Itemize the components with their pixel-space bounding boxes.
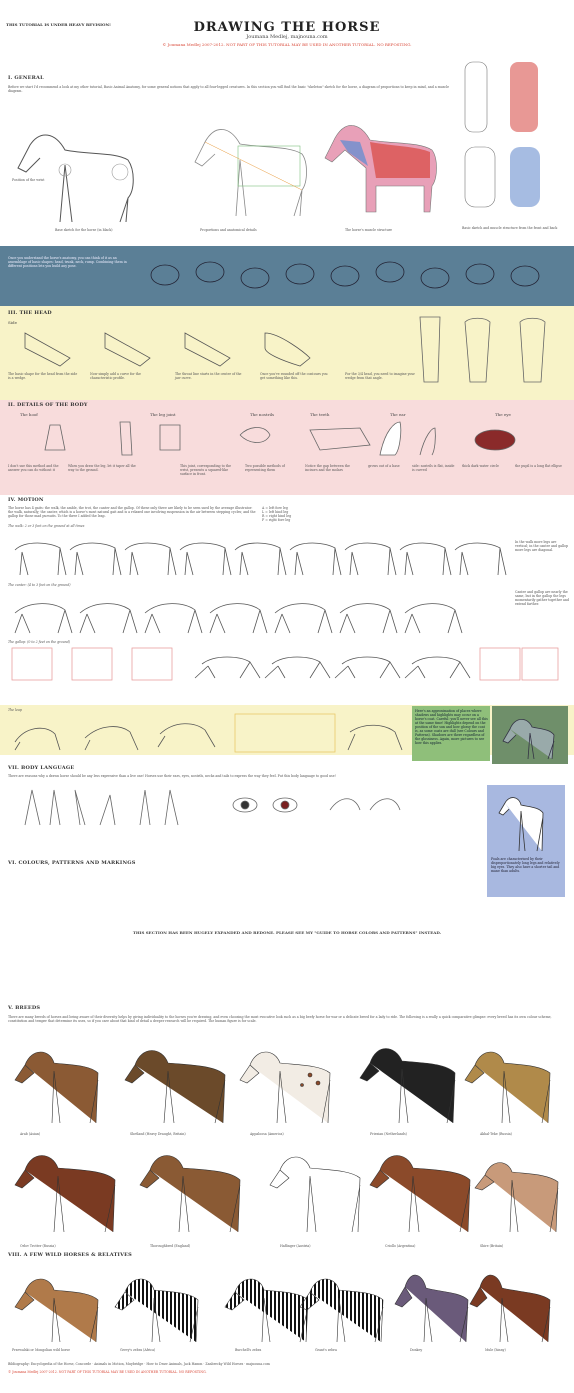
head-front-text: For the 3/4 head, you need to imagine your wedge from that angle. — [345, 372, 415, 380]
head-step-1: The basic shape for the head from the side is a wedge. — [8, 372, 78, 380]
detail-note-6: grows out of a base — [368, 464, 400, 468]
detail-leg-joint-label: The leg joint — [150, 412, 176, 417]
walk-note: In the walk more legs are vertical; in the canter and gallop more legs are diagonal. — [515, 540, 569, 552]
shaded-horse-panel — [492, 706, 568, 764]
section-breeds-heading: V. BREEDS — [8, 1005, 41, 1011]
head-steps — [20, 328, 320, 368]
pose-sketches — [140, 250, 570, 302]
foal-sketch — [497, 793, 552, 853]
section-colours-heading: VI. COLOURS, PATTERNS AND MARKINGS — [8, 860, 136, 866]
shading-note-text: Here's an approximation of places where shadows and highlights may occur on a horse's coat. Careful: you'll never see all this at the same time! Highlights depend on the position of the sun and how glossy the coat is, as some coats are dull (see Colours and Patterns). Shadows are there regardless of the glossiness. Again, more pictures to see how this applies. — [415, 709, 488, 745]
canter-note: Canter and gallop are nearly the same, but in the gallop the legs momentarily gather together and extend farther. — [515, 590, 570, 606]
wild-donkey: Donkey — [410, 1348, 423, 1352]
section-wild-heading: VIII. A FEW WILD HORSES & RELATIVES — [8, 1252, 132, 1258]
detail-note-7: side: nostrils is flat, inside is curved — [412, 464, 455, 472]
head-step-3: The throat line starts in the center of the jaw curve. — [175, 372, 242, 380]
shaded-horse — [500, 711, 560, 761]
breed-shetland: Shetland (Heavy Draught, Britain) — [130, 1132, 186, 1136]
breeds-row-1 — [10, 1035, 565, 1130]
wild-grant: Grant's zebra — [315, 1348, 337, 1352]
breed-thoroughbred: Thoroughbred (England) — [150, 1244, 191, 1248]
breeds-intro: There are many breeds of horses and being aware of their diversity helps by giving individuality to the horses you're drawing, and even choosing the most evocative look such as a big beefy horse for war or a delicate breed for a lady to ride. The following is a really a quick comparative glimpse: every breed has its own colour scheme, constitution and temper that determine its uses, so if you care about that kind of detail a deeper research will be required. The human figure is for scale. — [8, 1015, 552, 1023]
detail-note-2: When you draw the leg, let it taper all the way to the ground. — [68, 464, 136, 472]
wild-burchell: Burchell's zebra — [235, 1348, 262, 1352]
breed-akhal-teke: Akhal-Teke (Russia) — [480, 1132, 512, 1136]
breed-shire: Shire (Britain) — [480, 1244, 504, 1248]
wild-grevy: Grevy's zebra (Africa) — [120, 1348, 156, 1352]
breed-friesian: Friesian (Netherlands) — [370, 1132, 407, 1136]
canter-label: The canter: (4 to 3 feet on the ground) — [8, 583, 71, 587]
detail-eye-label: The eye — [495, 412, 511, 417]
head-step-2: Now simply add a curve for the characteristic profile. — [90, 372, 141, 380]
footer-bibliography: Bibliography: Encyclopedia of the Horse, Concorde · Animals in Motion, Muybridge · How to Draw Animals, Jack Hamm · Zanbrecky Wild Horses · majnouna.com — [8, 1362, 270, 1366]
caption-muscles: The horse's muscle structure — [345, 228, 393, 232]
breed-haflinger: Haflinger (Austria) — [280, 1244, 311, 1248]
caption-proportions: Proportions and anatomical details — [200, 228, 257, 232]
foal-note: Foals are characterised by their disproportionately long legs and relatively big eyes. They also have a shorter tail and mane than adults. — [491, 857, 560, 873]
motion-intro: The horse has 4 gaits: the walk, the amble, the trot, the canter and the gallop. Of these only three are likely to be seen used by the average illustrator: the walk, naturally; the canter, which is a horse's most natural gait and is a relaxed one involving suspension in the air between stepping cycles; and the gallop for those mad pursuits. To the three I added the leap. — [8, 506, 256, 518]
front-back-horse — [455, 52, 555, 222]
detail-hoof-label: The hoof — [20, 412, 38, 417]
breed-orlov: Orlov Trotter (Russia) — [20, 1244, 56, 1248]
poses-band-text: Once you understand the horse's anatomy, you can think of it as an assemblage of basic shapes: head, trunk, neck, rump. Combining them in different positions lets you build any pose. — [8, 256, 127, 268]
breeds-row-2 — [10, 1140, 565, 1240]
revision-notice: THIS TUTORIAL IS UNDER HEAVY REVISION! — [6, 22, 111, 27]
leap-sequence — [10, 712, 410, 754]
base-sketch-horse — [10, 110, 150, 230]
detail-teeth-label: The teeth — [310, 412, 330, 417]
header-copyright: © Joumana Medlej 2007-2012. NOT PART OF THIS TUTORIAL MAY BE USED IN ANOTHER TUTORIAL. NO REPOSTING. — [162, 42, 412, 47]
breed-criollo: Criollo (Argentina) — [385, 1244, 416, 1248]
gallop-label: The gallop: (0 to 2 feet on the ground) — [8, 640, 70, 644]
walk-label: The walk: 2 or 3 feet on the ground at all times — [8, 524, 85, 528]
foal-panel — [487, 785, 565, 897]
wild-horses-row — [10, 1262, 565, 1347]
breed-arab: Arab (Asian) — [20, 1132, 41, 1136]
motion-legend-f: F = right fore leg — [262, 518, 291, 522]
muscle-structure-horse — [320, 108, 450, 218]
motion-legend-l: L = left hind leg — [262, 510, 289, 514]
page-subtitle: Joumana Medlej, majnouna.com — [246, 34, 328, 40]
page-title: DRAWING THE HORSE — [193, 20, 381, 35]
motion-legend-r: R = right hind leg — [262, 514, 292, 518]
body-language-sketches — [20, 785, 440, 830]
body-language-intro: There are reasons why a drawn horse should be any less expressive than a live one! Horses use their ears, eyes, nostrils, necks and tails to express the way they feel. Put this body language to good use! — [8, 774, 336, 778]
detail-note-9: the pupil is a long flat ellipse — [515, 464, 562, 468]
detail-ear-label: The ear — [390, 412, 406, 417]
canter-sequence — [10, 588, 510, 643]
section-details-heading: II. DETAILS OF THE BODY — [8, 402, 88, 408]
detail-note-4: Two possible methods of representing them — [245, 464, 285, 472]
caption-wrist: Position of the wrist — [12, 178, 45, 182]
section-head-heading: III. THE HEAD — [8, 310, 52, 316]
head-front-view — [410, 312, 560, 392]
wild-mule: Mule (hinny) — [485, 1348, 506, 1352]
details-sketches — [40, 420, 560, 460]
detail-nostrils-label: The nostrils — [250, 412, 275, 417]
detail-note-1: I don't use this method and the answer you can do without it — [8, 464, 59, 472]
detail-note-8: thick dark water circle — [462, 464, 499, 468]
motion-legend-a: A = left fore leg — [262, 506, 288, 510]
detail-note-3: This joint, corresponding to the wrist, presents a squared-like surface in front. — [180, 464, 232, 476]
footer-copyright: © Joumana Medlej 2007-2012. NOT PART OF THIS TUTORIAL MAY BE USED IN ANOTHER TUTORIAL. NO REPOSTING. — [8, 1370, 207, 1374]
detail-note-5: Notice the gap between the incisors and the molars — [305, 464, 350, 472]
caption-front-back: Basic sketch and muscle structure from the front and back — [462, 226, 558, 230]
head-side-label: Side — [8, 320, 17, 325]
breed-appaloosa: Appaloosa (America) — [250, 1132, 284, 1136]
section-body-language-heading: VII. BODY LANGUAGE — [8, 765, 75, 771]
section-general-heading: I. GENERAL — [8, 75, 44, 81]
wild-przewalski: Przewalski or Mongolian wild horse — [12, 1348, 70, 1352]
general-intro: Before we start I'd recommend a look at my other tutorial, Basic Animal Anatomy, for some general notions that apply to all four-legged creatures. In this section you will find the basic "skeleton" sketch for the horse, a diagram of proportions to keep in mind, and a muscle diagram. — [8, 85, 450, 93]
colours-notice: THIS SECTION HAS BEEN HUGELY EXPANDED AND REDONE. PLEASE SEE MY "GUIDE TO HORSE COLORS AND PATTERNS" INSTEAD. — [132, 930, 442, 935]
gallop-sequence — [10, 646, 560, 686]
proportions-horse — [190, 112, 320, 222]
section-motion-heading: IV. MOTION — [8, 497, 44, 503]
leap-label: The leap — [8, 708, 22, 712]
caption-base-sketch: Base sketch for the horse (in black) — [55, 228, 113, 232]
walk-sequence — [10, 530, 510, 585]
head-step-4: Once you've rounded off the contours you get something like this. — [260, 372, 328, 380]
